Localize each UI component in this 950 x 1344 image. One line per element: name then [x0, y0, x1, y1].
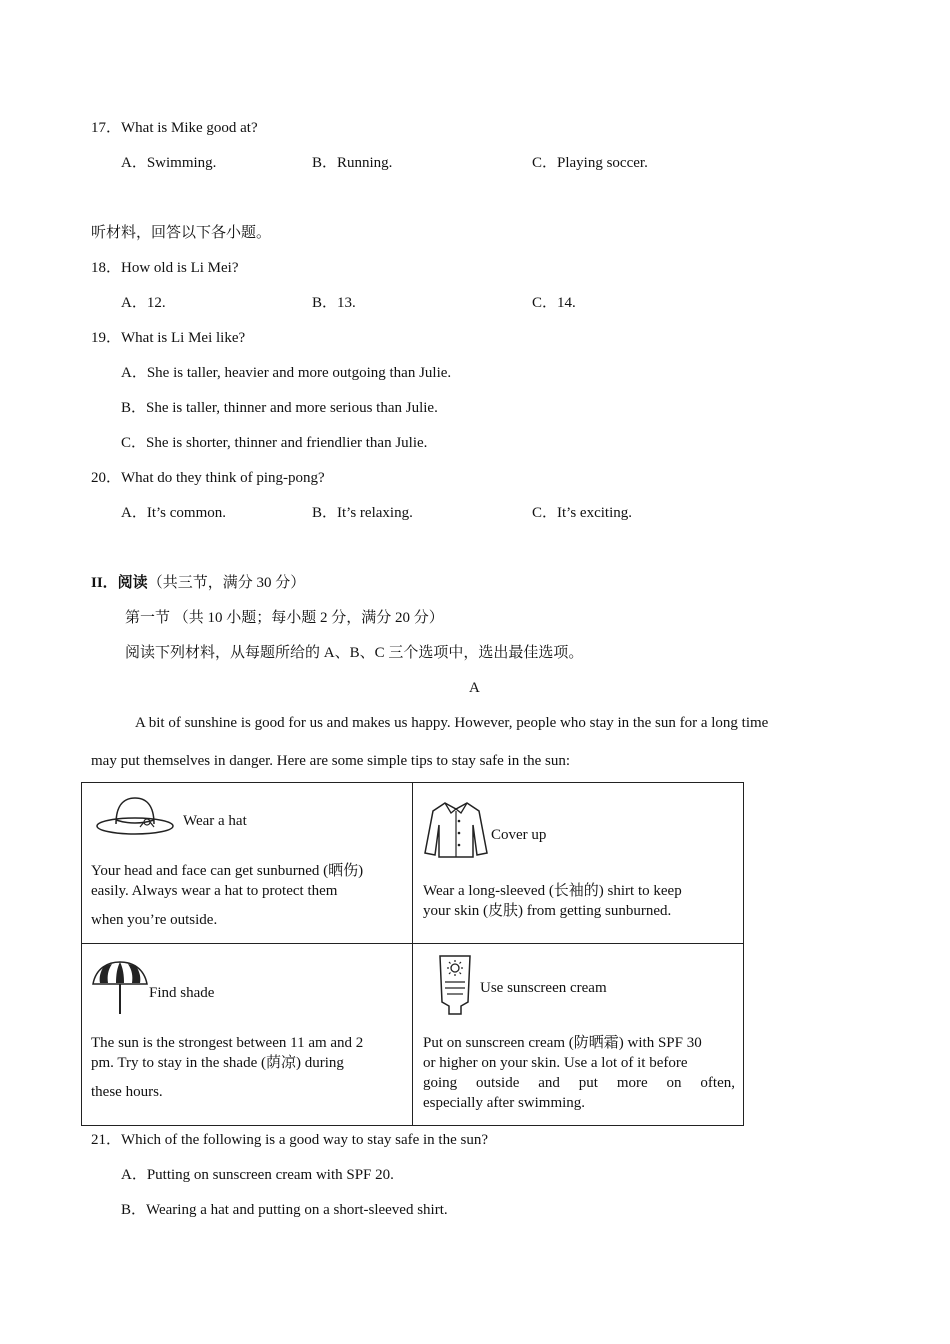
passage-label: A — [469, 680, 480, 696]
tip-body — [91, 861, 403, 930]
q18-option-a: A．12. — [121, 295, 166, 311]
q19-option-c: C．She is shorter, thinner and friendlier than Julie. — [121, 435, 428, 451]
tip-body-line: Your head and face can get sunburned (晒伤) — [91, 863, 364, 879]
question-18: 18．How old is Li Mei? — [91, 260, 239, 276]
shirt-icon — [423, 799, 489, 859]
tip-cover-up — [413, 783, 743, 943]
question-19: 19．What is Li Mei like? — [91, 330, 246, 346]
q17-option-b: B．Running. — [312, 155, 393, 171]
tip-body-line: when you’re outside. — [91, 912, 218, 928]
tip-body-line: easily. Always wear a hat to protect them — [91, 883, 338, 899]
hat-icon — [94, 793, 176, 839]
tip-body-line: Put on sunscreen cream (防晒霜) with SPF 30 — [423, 1035, 702, 1051]
tip-body — [423, 881, 735, 921]
q19-option-a: A．She is taller, heavier and more outgoing than Julie. — [121, 365, 452, 381]
q18-option-b: B．13. — [312, 295, 356, 311]
section-heading-rest: （共三节，满分 30 分） — [147, 575, 306, 591]
section-heading-bold: II．阅读 — [91, 575, 148, 591]
question-20: 20．What do they think of ping-pong? — [91, 470, 325, 486]
q18-option-c: C．14. — [532, 295, 576, 311]
tip-body — [91, 1033, 403, 1102]
tip-body-line: pm. Try to stay in the shade (荫凉) during — [91, 1055, 344, 1071]
tip-title: Find shade — [149, 985, 215, 1001]
listening-instruction: 听材料，回答以下各小题。 — [91, 225, 272, 241]
question-21: 21．Which of the following is a good way to stay safe in the sun? — [91, 1132, 489, 1148]
q20-option-c: C．It’s exciting. — [532, 505, 632, 521]
passage-line-1: A bit of sunshine is good for us and makes us happy. However, people who stay in the sun for a long time — [135, 715, 769, 731]
q17-option-c: C．Playing soccer. — [532, 155, 648, 171]
tip-body-line: or higher on your skin. Use a lot of it before — [423, 1055, 688, 1071]
q21-option-b: B．Wearing a hat and putting on a short-sleeved shirt. — [121, 1202, 448, 1218]
sunscreen-icon — [435, 954, 475, 1016]
tip-use-sunscreen — [413, 944, 743, 1126]
q20-option-a: A．It’s common. — [121, 505, 226, 521]
tip-find-shade — [82, 944, 412, 1126]
tip-body — [423, 1033, 735, 1113]
section-heading — [91, 573, 305, 593]
tips-table — [81, 782, 744, 1126]
tip-title: Use sunscreen cream — [480, 980, 607, 996]
tip-body-line: Wear a long-sleeved (长袖的) shirt to keep — [423, 883, 682, 899]
tip-body-line: especially after swimming. — [423, 1095, 586, 1111]
tip-body-line: The sun is the strongest between 11 am and 2 — [91, 1035, 364, 1051]
q19-option-b: B．She is taller, thinner and more serious than Julie. — [121, 400, 438, 416]
part-one-heading: 第一节 （共 10 小题；每小题 2 分，满分 20 分） — [125, 610, 444, 626]
tip-title: Wear a hat — [183, 813, 247, 829]
q20-option-b: B．It’s relaxing. — [312, 505, 413, 521]
q17-option-a: A．Swimming. — [121, 155, 217, 171]
question-17: 17．What is Mike good at? — [91, 120, 258, 136]
tip-body-line: going outside and put more on often, — [423, 1075, 735, 1091]
q21-option-a: A．Putting on sunscreen cream with SPF 20. — [121, 1167, 394, 1183]
tip-body-line: your skin (皮肤) from getting sunburned. — [423, 903, 672, 919]
reading-instruction: 阅读下列材料，从每题所给的 A、B、C 三个选项中，选出最佳选项。 — [125, 645, 584, 661]
tip-wear-hat — [82, 783, 412, 943]
tip-body-line: these hours. — [91, 1084, 163, 1100]
passage-line-2: may put themselves in danger. Here are some simple tips to stay safe in the sun: — [91, 753, 571, 769]
tip-title: Cover up — [491, 827, 547, 843]
umbrella-icon — [90, 960, 150, 1016]
